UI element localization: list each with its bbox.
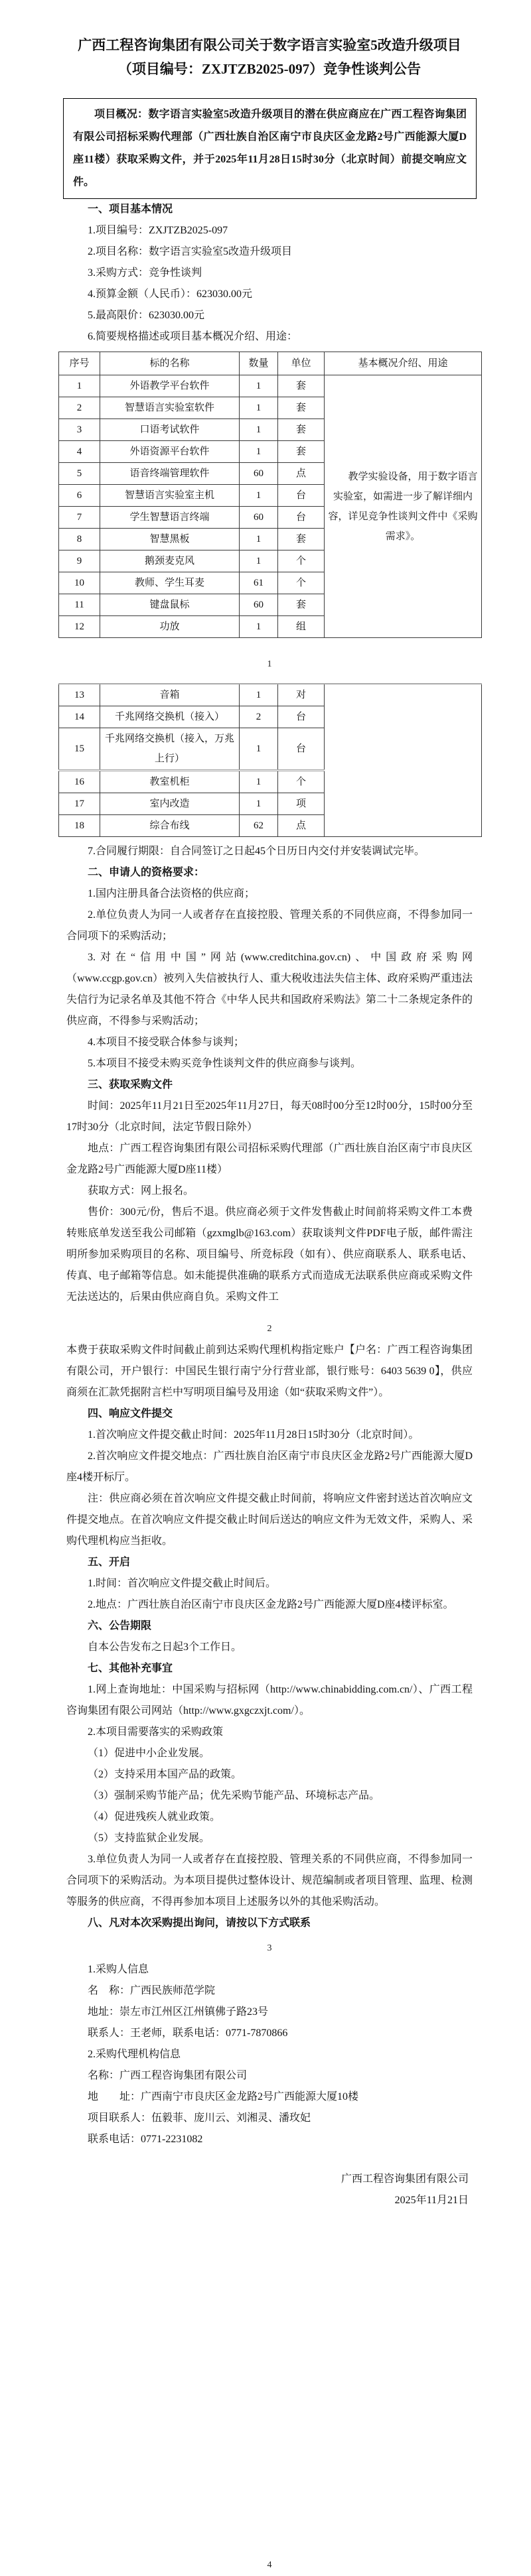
page-number-1: 1 [267, 659, 272, 669]
table-row: 16 教室机柜 1 个 [59, 771, 482, 793]
para-policy-5: （5）支持监狱企业发展。 [88, 1833, 210, 1844]
merged-desc-cell [325, 375, 482, 638]
section3-heading: 三、获取采购文件 [88, 1079, 173, 1090]
header-name: 标的名称 [100, 352, 240, 375]
signature-date: 2025年11月21日 [394, 2195, 469, 2206]
para-qualification-3: 3.对在“信用中国”网站(www.creditchina.gov.cn)、中国政府采购网（www.ccgp.gov.cn）被列入失信被执行人、重大税收违法失信主体、政府采购严重违法失信行为记录名单及其他不符合《中华人民共和国政府采购法》第二十二条规定条件的供应商，不得参与采购活动； [66, 952, 473, 1027]
para-announcement-period: 自本公告发布之日起3个工作日。 [88, 1642, 242, 1653]
table-row: 10 教师、学生耳麦 61 个 [59, 572, 482, 594]
items-table-part2 [58, 683, 482, 837]
para-buyer-info-heading: 1.采购人信息 [88, 1964, 149, 1975]
para-policy-1: （1）促进中小企业发展。 [88, 1748, 210, 1759]
para-qualification-5: 5.本项目不接受未购买竞争性谈判文件的供应商参与谈判。 [88, 1058, 362, 1069]
para-budget-amount: 4.预算金额（人民币）：623030.00元 [88, 289, 253, 300]
document-title-line1: 广西工程咨询集团有限公司关于数字语言实验室5改造升级项目 [78, 37, 461, 53]
table-row: 7 学生智慧语言终端 60 台 [59, 507, 482, 529]
para-obtain-time: 时间：2025年11月21日至2025年11月27日，每天08时00分至12时00分，15时00分至17时30分（北京时间，法定节假日除外） [66, 1100, 473, 1133]
para-price-part2: 本费于获取采购文件时间截止前到达采购代理机构指定账户【户名：广西工程咨询集团有限公司，开户银行：中国民生银行南宁分行营业部，银行账号：6403 5639 0】，供应商须在汇款凭据附言栏中写明项目编号及用途（如“获取采购文件”）。 [66, 1344, 473, 1398]
header-desc: 基本概况介绍、用途 [325, 352, 482, 375]
para-price-part1: 售价：300元/份，售后不退。供应商必须于文件发售截止时间前将采购文件工本费转账底单发送至我公司邮箱（gzxmglb@163.com）获取谈判文件PDF电子版，邮件需注明所参加采购项目的名称、项目编号、所竞标段（如有）、供应商联系人、联系电话、传真、电子邮箱等信息。如未能提供准确的联系方式而造成无法联系供应商或采购文件无法送达的，后果由供应商自负。采购文件工 [66, 1206, 473, 1303]
signature-org: 广西工程咨询集团有限公司 [341, 2173, 469, 2185]
table-row: 13 音箱 1 对 [59, 684, 482, 706]
para-project-number: 1.项目编号：ZXJTZB2025-097 [88, 225, 228, 236]
para-procurement-method: 3.采购方式：竞争性谈判 [88, 267, 202, 279]
table-row: 3 口语考试软件 1 套 [59, 419, 482, 441]
para-agency-address: 地 址：广西南宁市良庆区金龙路2号广西能源大厦10楼 [88, 2091, 359, 2102]
para-open-place: 2.地点：广西壮族自治区南宁市良庆区金龙路2号广西能源大厦D座4楼评标室。 [88, 1599, 454, 1610]
section1-heading: 一、项目基本情况 [88, 204, 173, 215]
section5-heading: 五、开启 [88, 1557, 131, 1568]
para-policy-intro: 2.本项目需要落实的采购政策 [88, 1726, 224, 1738]
para-buyer-contact: 联系人：王老师，联系电话：0771-7870866 [88, 2028, 288, 2039]
header-seq: 序号 [59, 352, 100, 375]
page-number-2: 2 [267, 1324, 272, 1334]
para-qualification-2: 2.单位负责人为同一人或者存在直接控股、管理关系的不同供应商，不得参加同一合同项下的采购活动； [66, 909, 473, 942]
table-row: 18 综合布线 62 点 [59, 815, 482, 837]
para-agency-phone: 联系电话：0771-2231082 [88, 2134, 203, 2145]
merged-desc-cell-empty [325, 684, 482, 837]
para-qualification-4: 4.本项目不接受联合体参与谈判； [88, 1037, 245, 1048]
para-submit-deadline: 1.首次响应文件提交截止时间：2025年11月28日15时30分（北京时间）。 [88, 1429, 419, 1441]
items-table-part1 [58, 352, 482, 638]
para-agency-name: 名称：广西工程咨询集团有限公司 [88, 2070, 248, 2081]
table-header-row [59, 352, 482, 375]
para-agency-contact: 项目联系人：伍毅菲、庞川云、刘湘灵、潘玫妃 [88, 2112, 311, 2124]
para-open-time: 1.时间：首次响应文件提交截止时间后。 [88, 1578, 277, 1589]
para-buyer-address: 地址：崇左市江州区江州镇佛子路23号 [88, 2006, 269, 2018]
para-spec-intro: 6.简要规格描述或项目基本概况介绍、用途： [88, 331, 298, 342]
para-project-name: 2.项目名称：数字语言实验室5改造升级项目 [88, 246, 293, 257]
page-number-4: 4 [267, 2560, 272, 2570]
para-buyer-name: 名 称：广西民族师范学院 [88, 1985, 216, 1996]
table-row: 17 室内改造 1 项 [59, 793, 482, 815]
para-submit-note: 注：供应商必须在首次响应文件提交截止时间前，将响应文件密封送达首次响应文件提交地点。在首次响应文件提交截止时间后送达的响应文件为无效文件，采购人、采购代理机构应当拒收。 [66, 1493, 473, 1547]
table-row: 15 千兆网络交换机（接入，万兆上行） 1 台 [59, 728, 482, 771]
table-row: 4 外语资源平台软件 1 套 [59, 441, 482, 463]
para-contract-period: 7.合同履行期限：自合同签订之日起45个日历日内交付并安装调试完毕。 [88, 846, 425, 857]
header-unit: 单位 [278, 352, 325, 375]
table-row: 14 千兆网络交换机（接入） 2 台 [59, 706, 482, 728]
merged-desc-text: 教学实验设备，用于数字语言实验室，如需进一步了解详细内容，详见竞争性谈判文件中《采购需求》。 [328, 471, 478, 542]
para-submit-place: 2.首次响应文件提交地点：广西壮族自治区南宁市良庆区金龙路2号广西能源大厦D座4楼开标厅。 [66, 1450, 473, 1483]
para-policy-4: （4）促进残疾人就业政策。 [88, 1811, 221, 1823]
project-overview-box [63, 98, 477, 199]
page-number-3: 3 [267, 1943, 272, 1953]
table-row: 1 外语教学平台软件 1 套 教学实验设备，用于数字语言实验室，如需进一步了解详细内容，详见竞争性谈判文件中《采购需求》。 [59, 375, 482, 397]
table-row: 6 智慧语言实验室主机 1 台 [59, 485, 482, 507]
para-obtain-method: 获取方式：网上报名。 [88, 1185, 194, 1196]
table-row: 12 功放 1 组 [59, 616, 482, 638]
para-agency-info-heading: 2.采购代理机构信息 [88, 2049, 181, 2060]
para-same-person-rule: 3.单位负责人为同一人或者存在直接控股、管理关系的不同供应商，不得参加同一合同项下的采购活动。为本项目提供过整体设计、规范编制或者项目管理、监理、检测等服务的供应商，不得再参加本项目上述服务以外的其他采购活动。 [66, 1854, 473, 1907]
table-row: 11 键盘鼠标 60 套 [59, 594, 482, 616]
section7-heading: 七、其他补充事宜 [88, 1663, 173, 1674]
para-max-price: 5.最高限价：623030.00元 [88, 310, 205, 321]
para-policy-2: （2）支持采用本国产品的政策。 [88, 1769, 242, 1780]
section6-heading: 六、公告期限 [88, 1620, 152, 1632]
para-qualification-1: 1.国内注册具备合法资格的供应商； [88, 888, 256, 899]
blank-page4-area [66, 2211, 473, 2555]
para-policy-3: （3）强制采购节能产品；优先采购节能产品、环境标志产品。 [88, 1790, 380, 1801]
project-overview-text: 项目概况：数字语言实验室5改造升级项目的潜在供应商应在广西工程咨询集团有限公司招标采购代理部（广西壮族自治区南宁市良庆区金龙路2号广西能源大厦D座11楼）获取采购文件，并于2025年11月28日15时30分（北京时间）前提交响应文件。 [73, 109, 467, 188]
table-row: 9 鹅颈麦克风 1 个 [59, 550, 482, 572]
table-row: 8 智慧黑板 1 套 [59, 529, 482, 550]
table-row: 5 语音终端管理软件 60 点 [59, 463, 482, 485]
para-obtain-place: 地点：广西工程咨询集团有限公司招标采购代理部（广西壮族自治区南宁市良庆区金龙路2号广西能源大厦D座11楼） [66, 1143, 473, 1175]
para-query-urls: 1.网上查询地址：中国采购与招标网（http://www.chinabidding.com.cn/）、广西工程咨询集团有限公司网站（http://www.gxgczxjt.com/）。 [66, 1684, 473, 1716]
section2-heading: 二、申请人的资格要求： [88, 867, 205, 878]
table-row: 2 智慧语言实验室软件 1 套 [59, 397, 482, 419]
document-title-line2: （项目编号：ZXJTZB2025-097）竞争性谈判公告 [117, 61, 421, 77]
section4-heading: 四、响应文件提交 [88, 1408, 173, 1419]
section8-heading: 八、凡对本次采购提出询问，请按以下方式联系 [88, 1917, 311, 1929]
header-qty: 数量 [240, 352, 278, 375]
